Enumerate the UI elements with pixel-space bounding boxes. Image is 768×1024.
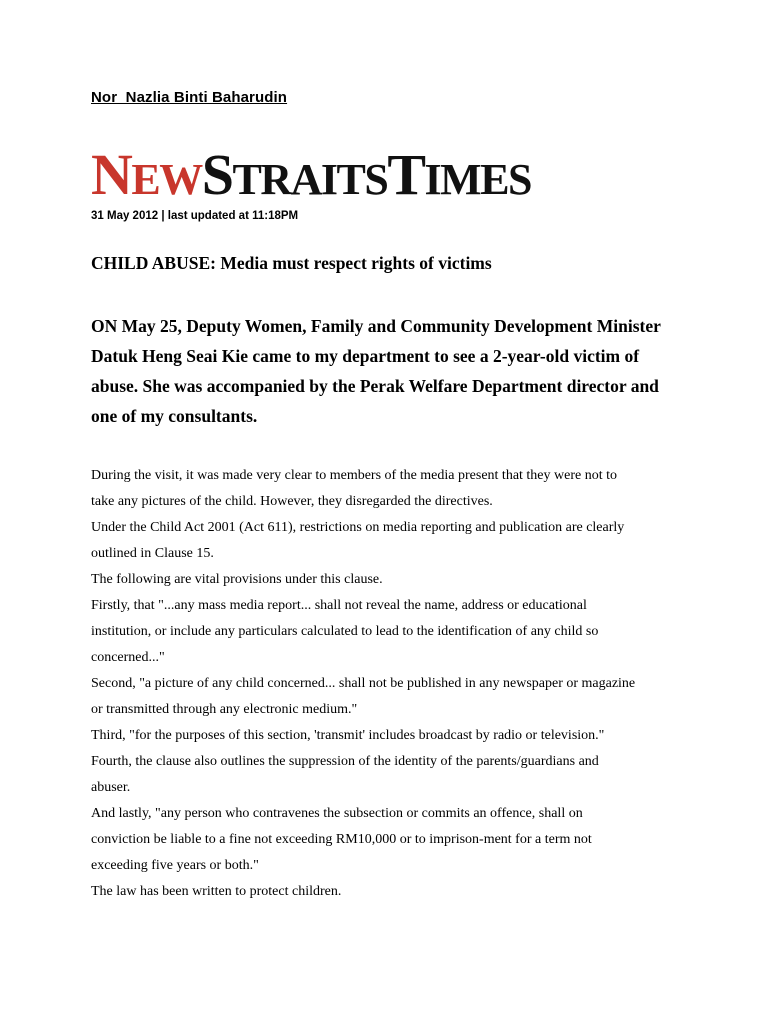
- body-line: Second, "a picture of any child concerned... shall not be published in any newspaper or magazine: [91, 676, 636, 691]
- article-lede: [91, 311, 691, 431]
- body-line: conviction be liable to a fine not exceeding RM10,000 or to imprison-ment for a term not: [91, 832, 592, 847]
- logo-new-smallcaps: EW: [131, 155, 202, 204]
- author-name: Nor Nazlia Binti Baharudin: [91, 89, 288, 106]
- logo-new: NEW: [91, 142, 202, 207]
- body-line: take any pictures of the child. However, they disregarded the directives.: [91, 494, 493, 509]
- logo-times: TIMES: [387, 142, 532, 207]
- article-headline: CHILD ABUSE: Media must respect rights of victims: [91, 253, 492, 273]
- body-line: Fourth, the clause also outlines the suppression of the identity of the parents/guardians and: [91, 754, 599, 769]
- body-line: concerned...": [91, 650, 165, 665]
- body-line: Third, "for the purposes of this section, 'transmit' includes broadcast by radio or television.": [91, 728, 605, 743]
- body-line: And lastly, "any person who contravenes the subsection or commits an offence, shall on: [91, 806, 583, 821]
- dateline: 31 May 2012 | last updated at 11:18PM: [91, 210, 299, 222]
- body-line: institution, or include any particulars calculated to lead to the identification of any child so: [91, 624, 599, 639]
- lede-line: Datuk Heng Seai Kie came to my department to see a 2-year-old victim of: [91, 346, 640, 366]
- lede-line: one of my consultants.: [91, 406, 258, 426]
- body-line: exceeding five years or both.": [91, 858, 259, 873]
- lede-line: ON May 25, Deputy Women, Family and Community Development Minister: [91, 316, 661, 336]
- logo-straits-smallcaps: TRAITS: [232, 155, 388, 204]
- body-line: Firstly, that "...any mass media report... shall not reveal the name, address or educational: [91, 598, 587, 613]
- lede-line: abuse. She was accompanied by the Perak Welfare Department director and: [91, 376, 659, 396]
- body-line: The law has been written to protect children.: [91, 884, 342, 899]
- body-line: Under the Child Act 2001 (Act 611), restrictions on media reporting and publication are clearly: [91, 520, 625, 535]
- body-line: outlined in Clause 15.: [91, 546, 214, 561]
- body-line: The following are vital provisions under this clause.: [91, 572, 383, 587]
- article-body: [91, 463, 711, 905]
- body-line: abuser.: [91, 780, 131, 795]
- body-line: or transmitted through any electronic medium.": [91, 702, 358, 717]
- newspaper-logo: [91, 142, 532, 207]
- logo-times-smallcaps: IMES: [424, 155, 532, 204]
- logo-straits: STRAITS: [201, 142, 388, 207]
- body-line: During the visit, it was made very clear to members of the media present that they were not to: [91, 468, 618, 483]
